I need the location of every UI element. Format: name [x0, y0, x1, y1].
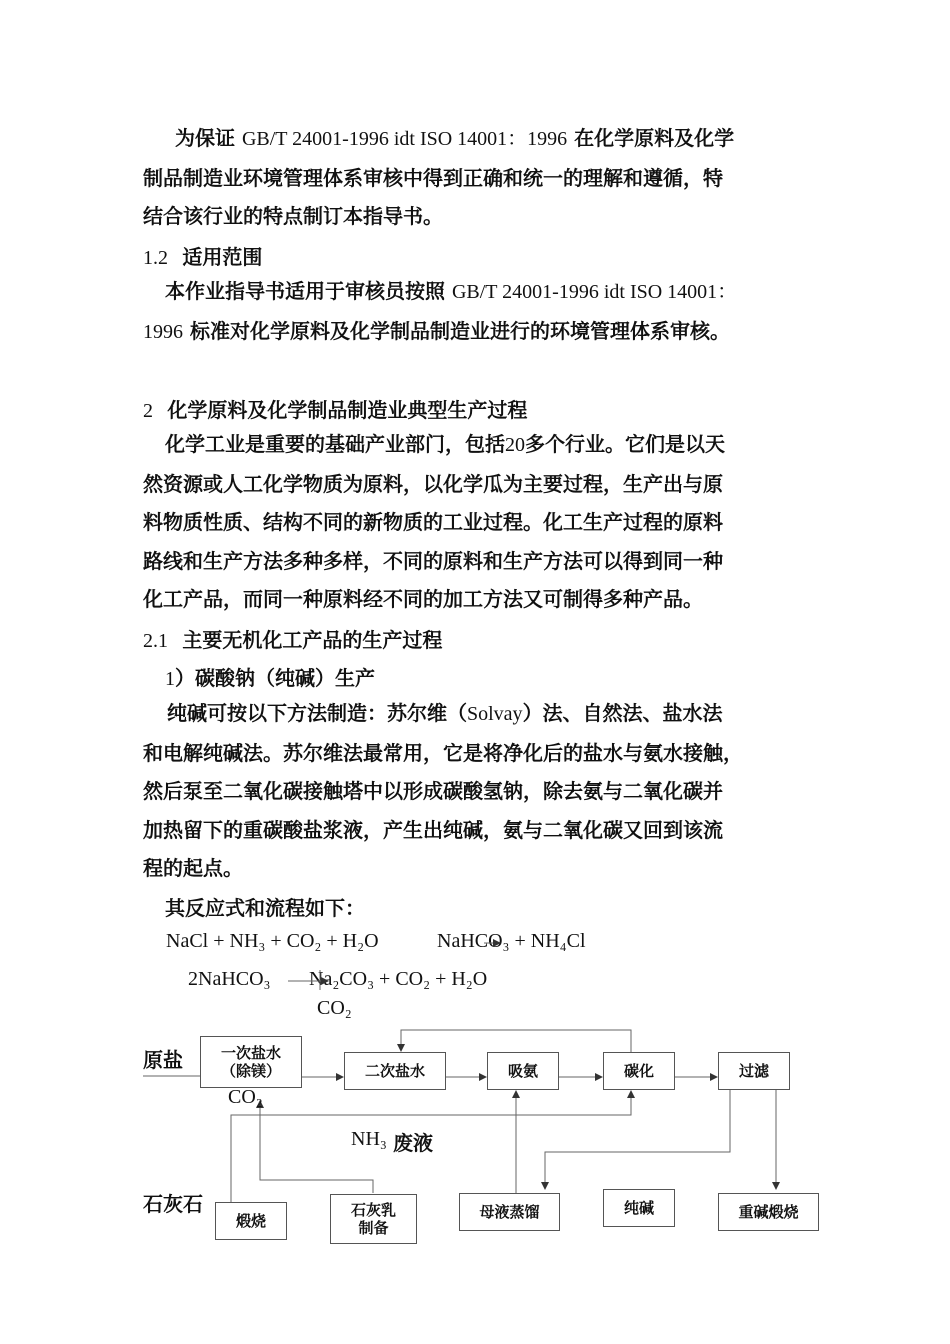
soda-ash-box	[603, 1189, 675, 1227]
item-title: ）碳酸钠（纯碱）生产	[175, 666, 375, 690]
nh3-label: NH₃	[351, 1128, 387, 1150]
box-label: 石灰乳	[350, 1201, 396, 1219]
industry-line: 路线和生产方法多种多样，不同的原料和生产方法可以得到同一种	[143, 548, 723, 573]
ammonia-absorb-box	[487, 1052, 559, 1090]
section-title: 主要无机化工产品的生产过程	[182, 628, 443, 652]
heavy-soda-box	[718, 1193, 819, 1231]
box-label: 制备	[358, 1219, 389, 1237]
calcination-box	[215, 1202, 287, 1240]
box-label: （除镁）	[220, 1062, 281, 1080]
mother-liquor-box	[459, 1193, 560, 1231]
reaction-intro: 其反应式和流程如下：	[165, 896, 365, 920]
equation-1-left: NaCl + NH₃ + CO₂ + H₂O	[166, 930, 379, 952]
industry-line: 然资源或人工化学物质为原料，以化学瓜为主要过程，生产出与原	[143, 471, 723, 496]
lime-milk-box	[330, 1194, 417, 1244]
limestone-label: 石灰石	[143, 1192, 203, 1216]
industry-after: 多个行业。它们是以天	[525, 432, 725, 456]
equation-2-right: Na₂CO₃ + CO₂ + H₂O	[309, 968, 488, 990]
soda-lead: 纯碱可按以下方法制造：苏尔维（	[167, 701, 467, 725]
raw-salt-label: 原盐	[143, 1048, 183, 1072]
industry-line: 料物质性质、结构不同的新物质的工业过程。化工生产过程的原料	[143, 510, 723, 534]
soda-line: 程的起点。	[143, 856, 243, 880]
primary-brine-box	[200, 1036, 302, 1088]
co2-mid-label: CO₂	[228, 1086, 263, 1108]
intro-line3: 结合该行业的特点制订本指导书。	[143, 204, 443, 228]
section-title: 适用范围	[182, 245, 263, 269]
co2-top-label: CO₂	[317, 997, 352, 1019]
equation-2-left: 2NaHCO₃	[188, 968, 271, 990]
box-label: 碳化	[623, 1062, 654, 1080]
secondary-brine-box	[344, 1052, 446, 1090]
waste-liquid-label: 废液	[393, 1131, 433, 1155]
scope-standard: GB/T 24001-1996 idt ISO 14001：	[451, 281, 738, 303]
scope-year: 1996	[143, 320, 183, 343]
box-label: 母液蒸馏	[479, 1203, 540, 1221]
section-number: 1.2	[143, 247, 168, 269]
section-title: 化学原料及化学制品制造业典型生产过程	[167, 398, 528, 422]
intro-line2: 制品制造业环境管理体系审核中得到正确和统一的理解和遵循，特	[143, 165, 723, 190]
filtration-box	[718, 1052, 790, 1090]
box-label: 纯碱	[623, 1199, 654, 1217]
carbonation-box	[603, 1052, 675, 1090]
soda-line: 和电解纯碱法。苏尔维法最常用，它是将净化后的盐水与氨水接触，	[143, 740, 743, 765]
soda-after: ）法、自然法、盐水法	[522, 701, 723, 725]
section-number: 2.1	[143, 630, 168, 652]
intro-rest-line1: 在化学原料及化学	[574, 126, 735, 150]
equation-1-right: NaHCO₃ + NH₄Cl	[437, 930, 586, 952]
intro-lead: 为保证	[175, 126, 235, 150]
industry-count: 20	[505, 434, 525, 456]
box-label: 一次盐水	[220, 1044, 281, 1062]
industry-line: 化工产品，而同一种原料经不同的加工方法又可制得多种产品。	[143, 587, 703, 611]
box-label: 吸氨	[507, 1062, 538, 1080]
section-number: 2	[143, 400, 153, 422]
scope-lead: 本作业指导书适用于审核员按照	[165, 279, 445, 303]
intro-standard: GB/T 24001-1996 idt ISO 14001：1996	[241, 128, 568, 150]
soda-line: 加热留下的重碳酸盐浆液，产生出纯碱，氨与二氧化碳又回到该流	[143, 817, 723, 842]
box-label: 煅烧	[235, 1212, 266, 1230]
box-label: 二次盐水	[364, 1062, 425, 1080]
box-label: 过滤	[738, 1062, 769, 1080]
scope-rest: 标准对化学原料及化学制品制造业进行的环境管理体系审核。	[189, 318, 730, 343]
solvay-term: Solvay	[467, 703, 523, 725]
box-label: 重碱煅烧	[738, 1203, 799, 1221]
soda-line: 然后泵至二氧化碳接触塔中以形成碳酸氢钠，除去氨与二氧化碳并	[143, 779, 723, 803]
item-number: 1	[165, 668, 175, 690]
industry-lead: 化学工业是重要的基础产业部门，包括	[165, 432, 505, 456]
